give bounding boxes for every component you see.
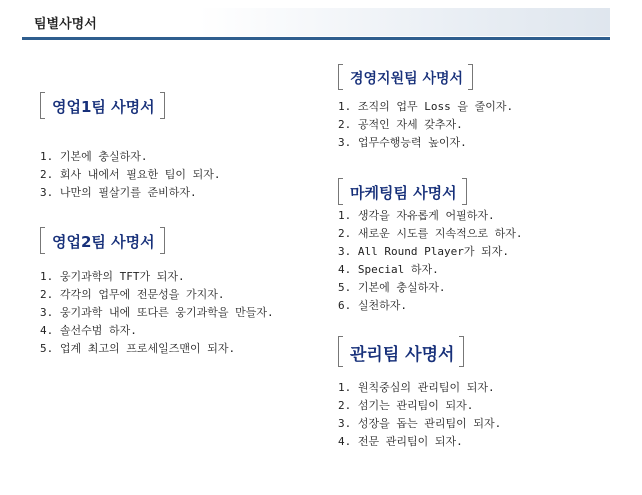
list-item: 1. 조직의 업무 Loss 을 줄이자. bbox=[338, 100, 514, 113]
list-item: 4. 솔선수범 하자. bbox=[40, 324, 137, 337]
header bbox=[0, 0, 642, 40]
list-item: 5. 기본에 충실하자. bbox=[338, 281, 446, 294]
team-management-support-section bbox=[338, 62, 513, 152]
list-item: 4. Special 하자. bbox=[338, 263, 439, 276]
team-admin-section bbox=[338, 334, 501, 451]
list-item: 5. 업계 최고의 프로세일즈맨이 되자. bbox=[40, 342, 236, 355]
list-item: 6. 실천하자. bbox=[338, 299, 407, 312]
list-item: 2. 새로운 시도를 지속적으로 하자. bbox=[338, 227, 523, 240]
list-item: 2. 공적인 자세 갖추자. bbox=[338, 118, 463, 131]
team-sales1-title: 영업1팀 사명서 bbox=[40, 90, 165, 121]
list-item: 2. 회사 내에서 필요한 팀이 되자. bbox=[40, 168, 221, 181]
header-band bbox=[22, 8, 610, 36]
list-item: 3. 웅기과학 내에 또다른 웅기과학을 만들자. bbox=[40, 306, 274, 319]
team-sales1-section bbox=[40, 90, 221, 202]
list-item: 3. 업무수행능력 높이자. bbox=[338, 136, 467, 149]
team-sales2-section bbox=[40, 225, 274, 358]
list-item: 1. 웅기과학의 TFT가 되자. bbox=[40, 270, 185, 283]
list-item: 4. 전문 관리팀이 되자. bbox=[338, 435, 463, 448]
list-item: 2. 섬기는 관리팀이 되자. bbox=[338, 399, 474, 412]
list-item: 1. 기본에 충실하자. bbox=[40, 150, 148, 163]
list-item: 2. 각각의 업무에 전문성을 가지자. bbox=[40, 288, 225, 301]
team-sales2-title: 영업2팀 사명서 bbox=[40, 225, 165, 256]
list-item: 3. 나만의 필살기를 준비하자. bbox=[40, 186, 197, 199]
team-admin-title: 관리팀 사명서 bbox=[338, 334, 464, 369]
list-item: 1. 원칙중심의 관리팀이 되자. bbox=[338, 381, 495, 394]
list-item: 3. 성장을 돕는 관리팀이 되자. bbox=[338, 417, 502, 430]
team-sales1-list bbox=[40, 148, 221, 202]
list-item: 3. All Round Player가 되자. bbox=[338, 245, 509, 258]
team-management-support-list bbox=[338, 98, 513, 152]
team-sales2-list bbox=[40, 268, 274, 358]
page-title: 팀별사명서 bbox=[34, 17, 97, 32]
team-marketing-section bbox=[338, 176, 523, 315]
header-divider bbox=[22, 37, 610, 40]
team-marketing-list bbox=[338, 207, 523, 315]
team-admin-list bbox=[338, 379, 501, 451]
list-item: 1. 생각을 자유롭게 어필하자. bbox=[338, 209, 495, 222]
team-marketing-title: 마케팅팀 사명서 bbox=[338, 176, 467, 207]
team-management-support-title: 경영지원팀 사명서 bbox=[338, 62, 473, 92]
